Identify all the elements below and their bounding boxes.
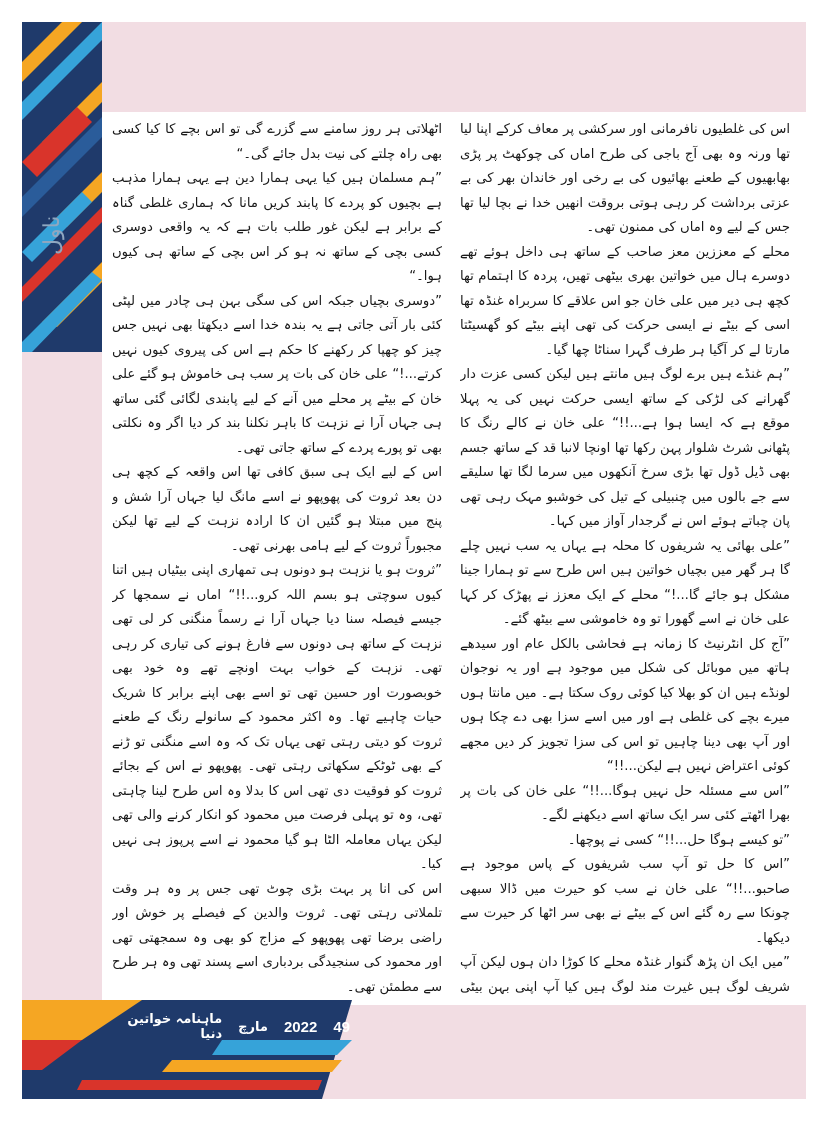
paragraph: ”علی بھائی یہ شریفوں کا محلہ ہے یہاں یہ سب نہیں چلے گا ہر گھر میں بچیاں خواتین ہیں اس طرح سے تو ہمارا جینا مشکل ہو جائے گا...!“ محلے کے ایک معزز نے پھڑک کر کہا علی خان نے اسے گھورا تو وہ خاموشی سے بیٹھ گئے۔ [460,538,790,627]
paragraph: ”اس سے مسئلہ حل نہیں ہوگا...!!“ علی خان کی بات پر بھرا اٹھتے کئی سر ایک ساتھ اسے دیکھنے لگے۔ [460,783,790,823]
paragraph: محلے کے معززین معز صاحب کے ساتھ ہی داخل ہوئے تھے دوسرے ہال میں خواتین بھری بیٹھی تھیں، پردہ کا اہتمام تھا کچھ ہی دیر میں علی خان جو اس علاقے کا سربراہ غنڈہ تھا اسی کے بیٹے نے ایسی حرکت کی تھی اپنے بیٹے کو گھسیٹتا مارتا لے کر آگیا ہر طرف گہرا سناٹا چھا گیا۔ [460,244,790,358]
article-column-left [112,118,442,998]
paragraph: اس کے لیے ایک ہی سبق کافی تھا اس واقعہ کے کچھ ہی دن بعد ثروت کی پھوپھو نے اسے مانگ لیا جہاں آرا شش و پنج میں مبتلا ہو گئیں ان کا ارادہ نزہت کے لیے تھا لیکن مجبوراً ثروت کے لیے ہامی بھرنی تھی۔ [112,465,442,554]
paragraph: ”ہم مسلمان ہیں کیا یہی ہمارا دین ہے یہی ہمارا مذہب ہے بچیوں کو پردے کا پابند کریں مانا کہ ہماری غلطی گناہ کے برابر ہے لیکن غور طلب بات ہے کہ یہ واقعی دوسری کسی بچی کے ساتھ نہ ہو کر اس بچی کے ساتھ ہی کیوں ہوا۔“ [112,171,442,284]
paragraph: ”آج کل انٹرنیٹ کا زمانہ ہے فحاشی بالکل عام اور سیدھے ہاتھ میں موبائل کی شکل میں موجود ہے اور یہ نوجوان لونڈے ہیں ان کو بھلا کیا کوئی روک سکتا ہے۔ میں مانتا ہوں میرے بچے کی غلطی ہے اور میں اسے سزا بھی دے چکا ہوں اور آپ بھی دینا چاہیں تو اس کی سزا تجویز کر دیں مجھے کوئی اعتراض نہیں ہے لیکن...!!“ [460,636,790,774]
paragraph: اٹھلاتی ہر روز سامنے سے گزرے گی تو اس بچے کا کیا کسی بھی راہ چلتے کی نیت بدل جائے گی۔“ [112,122,442,162]
section-label: ناول [40,215,65,255]
paragraph: ”دوسری بچیاں جبکہ اس کی سگی بہن ہی چادر میں لپٹی کئی بار آتی جاتی ہے یہ بندہ خدا اسے دیکھتا بھی نہیں جس چیز کو چھپا کر رکھنے کا حکم ہے اس کی پیروی کیوں نہیں کرتے...!“ علی خان کی بات پر سب ہی خاموش ہو گئے علی خان کے بیٹے پر محلے میں آنے کے لیے پابندی لگائی گئی ساتھ ہی جہاں آرا نے نزہت کا باہر نکلنا بند کر دیا اگر وہ نکلتی بھی تو پورے پردے کے ساتھ جاتی تھی۔ [112,293,442,456]
paragraph: اس کی انا پر بہت بڑی چوٹ تھی جس پر وہ ہر وقت تلملاتی رہتی تھی۔ ثروت والدین کے فیصلے پر خوش اور راضی برضا تھی پھوپھو کے مزاج کو بھی وہ سمجھتی تھی اور محمود کی سنجیدگی بردباری اسے پسند تھی وہ ہر طرح سے مطمئن تھی۔ [112,881,442,995]
paragraph: ”تو کیسے ہوگا حل...!!“ کسی نے پوچھا۔ [567,832,790,848]
page-number: 49 [333,1018,350,1036]
article-column-right [460,118,790,998]
paragraph: ”ثروت ہو یا نزہت ہو دونوں ہی تمھاری اپنی بیٹیاں ہیں اتنا کیوں سوچتی ہو بسم اللہ کرو...!!“ اماں نے سمجھا کر جیسے فیصلہ سنا دیا جہاں آرا نے رسماً منگنی کر لی تھی نزہت کے ساتھ ہی دونوں سے فارغ ہونے کی تیاری کر رہی تھی۔ نزہت کے خواب بہت اونچے تھے وہ خود بھی خوبصورت اور حسین تھی تو اسے بھی اپنے برابر کا شریک حیات چاہیے تھا۔ وہ اکثر محمود کے سانولے رنگ کے طعنے ثروت کو دیتی رہتی تھی یہاں تک کہ وہ اسے منگنی تو ڑنے کے بھی ٹوٹکے سکھاتی رہتی تھی۔ پھوپھو نے اس کے بجائے ثروت کو فوقیت دی تھی اس کا بدلا وہ اس طرح لینا چاہتی تھی، وہ تو پہلی فرصت میں محمود کو انکار کرنے والی تھی لیکن یہاں معاملہ الٹا ہو گیا محمود نے اسے پرپوز ہی نہیں کیا۔ [112,563,442,872]
magazine-name: ماہنامہ خواتین دنیا [127,1012,223,1042]
paragraph: ”میں ایک ان پڑھ گنوار غنڈہ محلے کا کوڑا دان ہوں لیکن آپ شریف لوگ ہیں غیرت مند لوگ ہیں کیا آپ اپنی بہن بیٹی [460,955,790,995]
issue-month: مارچ [238,1019,268,1035]
decorative-chevron-graphic [22,22,102,352]
paragraph: اس کی غلطیوں نافرمانی اور سرکشی پر معاف کرکے اپنا لیا تھا ورنہ وہ بھی آج باجی کی طرح اماں کی چوکھٹ پر پڑی بھابھیوں کے طعنے بھائیوں کی بے رخی اور خاندان بھر کی بے عزتی برداشت کر رہی ہوتی بروقت انھیں خدا نے بچا لیا تھا جس کے لیے وہ اماں کی ممنون تھی۔ [460,122,790,235]
paragraph: ”ہم غنڈے ہیں برے لوگ ہیں مانتے ہیں لیکن کسی عزت دار گھرانے کی لڑکی کے ساتھ ایسی حرکت نہیں کی یہ پہلا موقع ہے کہ ایسا ہوا ہے...!!“ علی خان نے کالے رنگ کا پٹھانی شرٹ شلوار پہن رکھا تھا اونچا لانبا قد کے ساتھ جسم بھی ڈیل ڈول تھا بڑی سرخ آنکھوں میں سرما لگا تھا سلیقے سے جے بالوں میں چنبیلی کے تیل کی خوشبو مہک رہی تھی پان چباتے ہوئے اس نے گرجدار آواز میں کہا۔ [460,367,790,529]
issue-year: 2022 [283,1018,318,1036]
paragraph: ”اس کا حل تو آپ سب شریفوں کے پاس موجود ہے صاحبو...!!“ علی خان نے سب کو حیرت میں ڈالا سبھی چونکا سے رہ گئے اس کے بیٹے نے بھی سر اٹھا کر حیرت سے دیکھا۔ [460,857,790,946]
footer-label [120,1012,350,1042]
article-text-panel [102,112,806,1005]
